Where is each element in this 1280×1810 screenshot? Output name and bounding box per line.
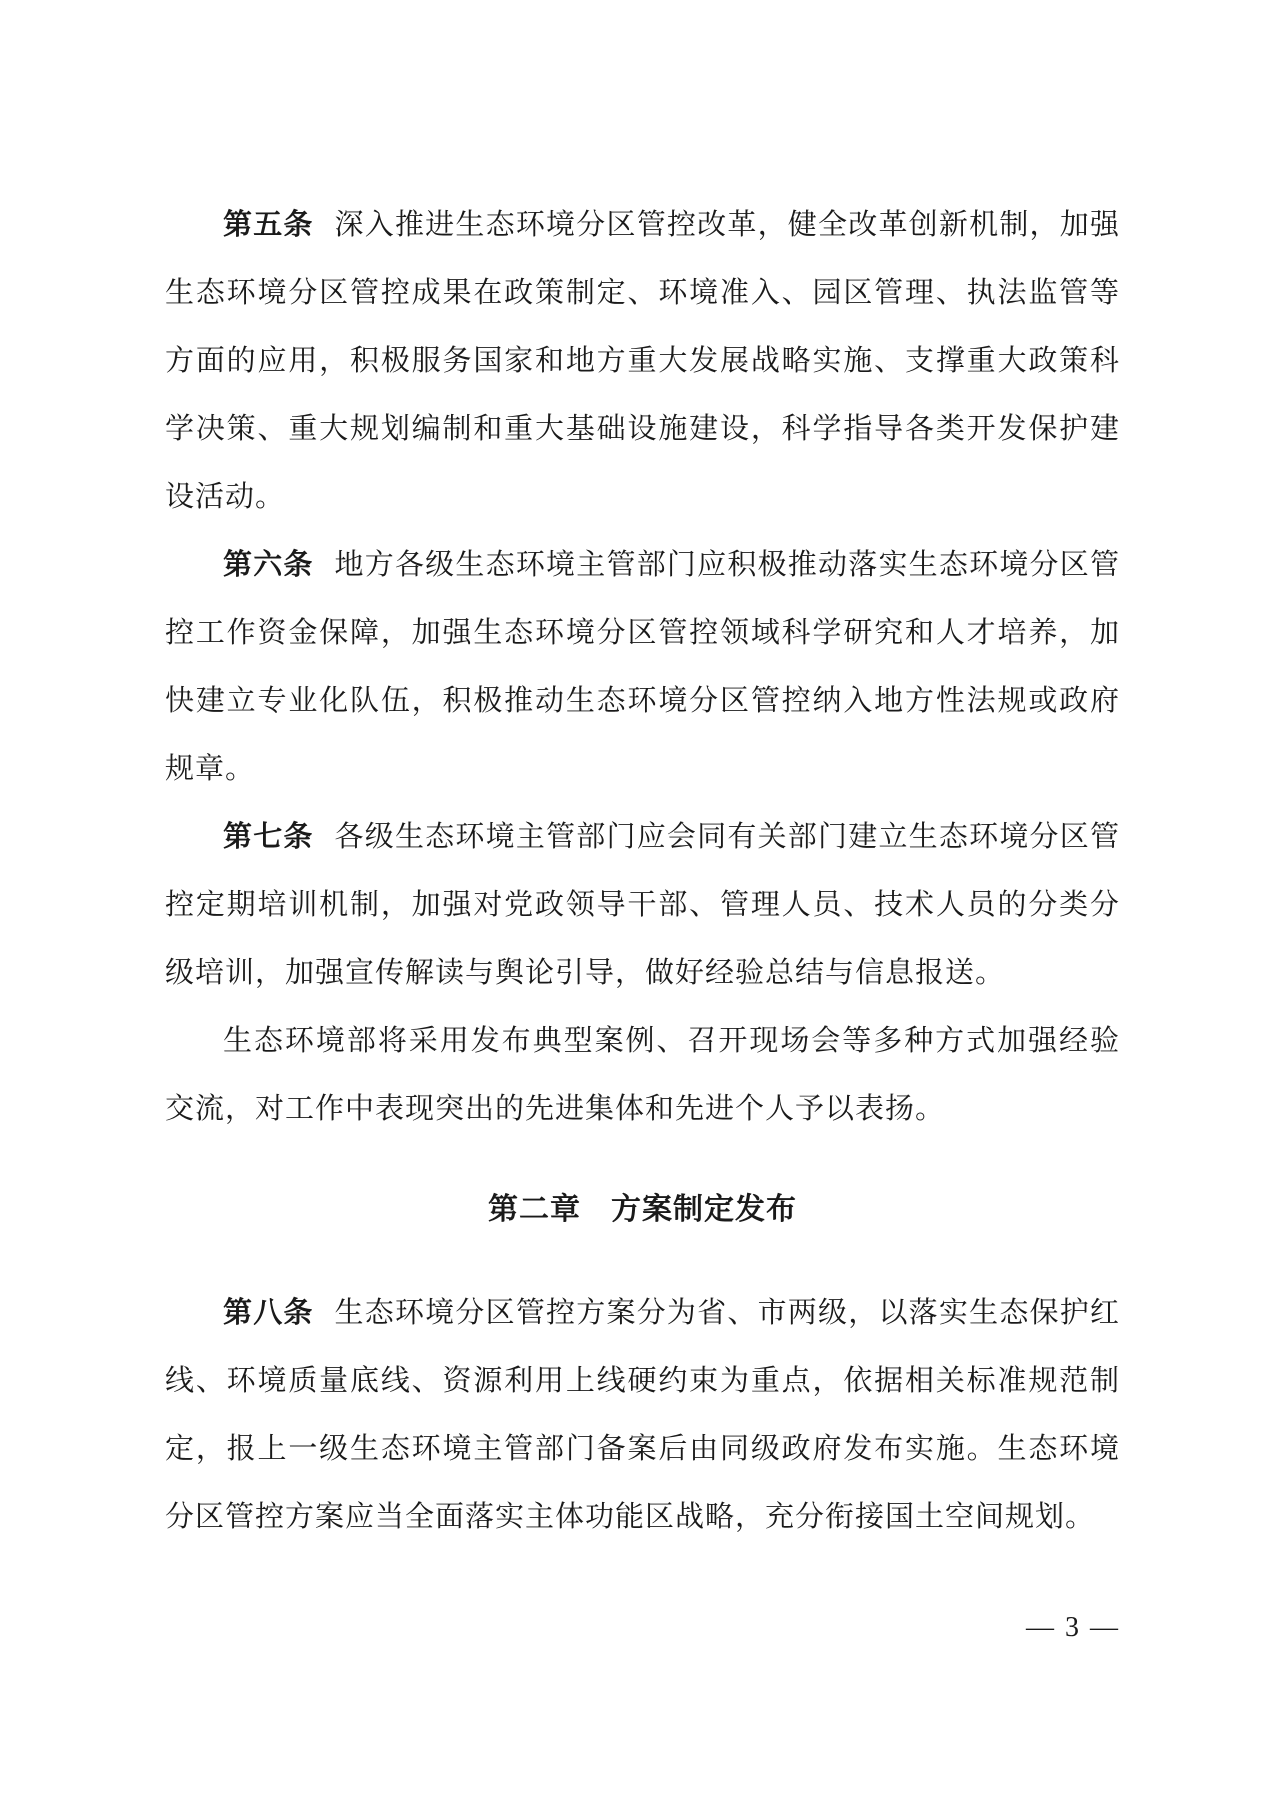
article-8-body: 生态环境分区管控方案分为省、市两级，以落实生态保护红线、环境质量底线、资源利用上线硬约束为重点，依据相关标准规范制定，报上一级生态环境主管部门备案后由同级政府发布实施。生态环境分区管控方案应当全面落实主体功能区战略，充分衔接国土空间规划。: [165, 1295, 1120, 1533]
article-5-body: 深入推进生态环境分区管控改革，健全改革创新机制，加强生态环境分区管控成果在政策制定、环境准入、园区管理、执法监管等方面的应用，积极服务国家和地方重大发展战略实施、支撑重大政策科学决策、重大规划编制和重大基础设施建设，科学指导各类开发保护建设活动。: [165, 207, 1120, 513]
article-6-paragraph: [165, 530, 1120, 802]
article-8-paragraph: [165, 1278, 1120, 1550]
article-7-extra-body: 生态环境部将采用发布典型案例、召开现场会等多种方式加强经验交流，对工作中表现突出的先进集体和先进个人予以表扬。: [165, 1023, 1120, 1125]
article-6-heading: 第六条: [223, 547, 314, 581]
article-8-heading: 第八条: [223, 1295, 314, 1329]
article-5-heading: 第五条: [223, 207, 314, 241]
article-5-paragraph: [165, 190, 1120, 530]
article-7-body: 各级生态环境主管部门应会同有关部门建立生态环境分区管控定期培训机制，加强对党政领导干部、管理人员、技术人员的分类分级培训，加强宣传解读与舆论引导，做好经验总结与信息报送。: [165, 819, 1120, 989]
chapter-number: 第二章: [488, 1192, 581, 1227]
article-6-body: 地方各级生态环境主管部门应积极推动落实生态环境分区管控工作资金保障，加强生态环境分区管控领域科学研究和人才培养，加快建立专业化队伍，积极推动生态环境分区管控纳入地方性法规或政府规章。: [165, 547, 1120, 785]
article-7-heading: 第七条: [223, 819, 314, 853]
page-number: — 3 —: [1026, 1612, 1120, 1643]
document-page: [165, 190, 1120, 1550]
chapter-title: 方案制定发布: [611, 1192, 797, 1227]
chapter-heading: [165, 1176, 1120, 1244]
article-7-paragraph: [165, 802, 1120, 1006]
article-7-extra-paragraph: [165, 1006, 1120, 1142]
